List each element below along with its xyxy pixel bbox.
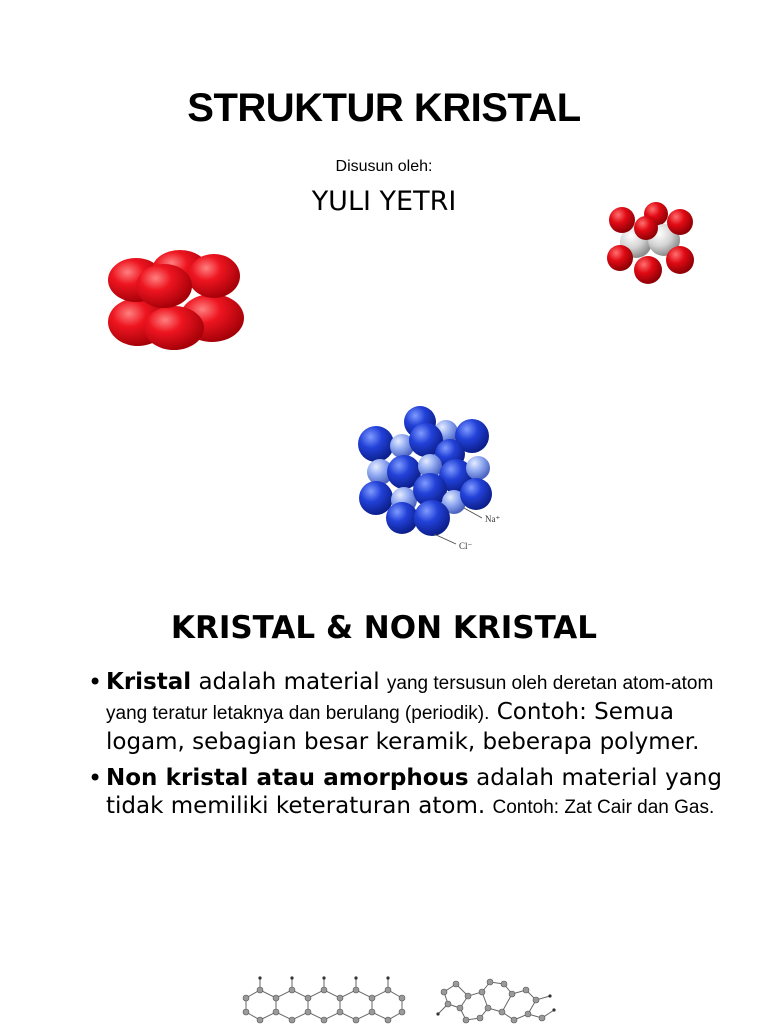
bullet-kristal <box>88 668 722 756</box>
nacl-lattice-image <box>354 404 514 560</box>
red-atom-cluster-image <box>100 240 260 360</box>
na-label: Na⁺ <box>485 514 501 524</box>
bullet-example: Contoh: Zat Cair dan Gas. <box>492 797 715 818</box>
bullet-example: Contoh: Semua logam, sebagian besar keramik, beberapa polymer. <box>106 699 700 755</box>
bullet-text: adalah material yang tidak memiliki keteraturan atom. <box>106 765 722 819</box>
bullet-list <box>88 668 722 830</box>
slide-title: STRUKTUR KRISTAL <box>187 86 581 130</box>
unit-cell-image <box>600 196 700 292</box>
author-label: Disusun oleh: <box>335 158 433 175</box>
bullet-text: adalah material <box>191 669 387 695</box>
bullet-text-small: yang tersusun oleh deretan atom-atom yang teratur letaknya dan berulang (periodik). <box>106 673 714 724</box>
bullet-term: Kristal <box>106 669 192 695</box>
content-slide <box>0 590 768 1024</box>
bullet-non-kristal <box>88 764 722 822</box>
bullet-term: Non kristal atau amorphous <box>106 765 469 791</box>
crystal-network-diagram <box>238 974 408 1024</box>
amorphous-network-diagram <box>432 974 562 1024</box>
section-title: KRISTAL & NON KRISTAL <box>170 610 598 646</box>
cl-label: Cl⁻ <box>459 541 473 551</box>
author-name: YULI YETRI <box>311 186 457 217</box>
